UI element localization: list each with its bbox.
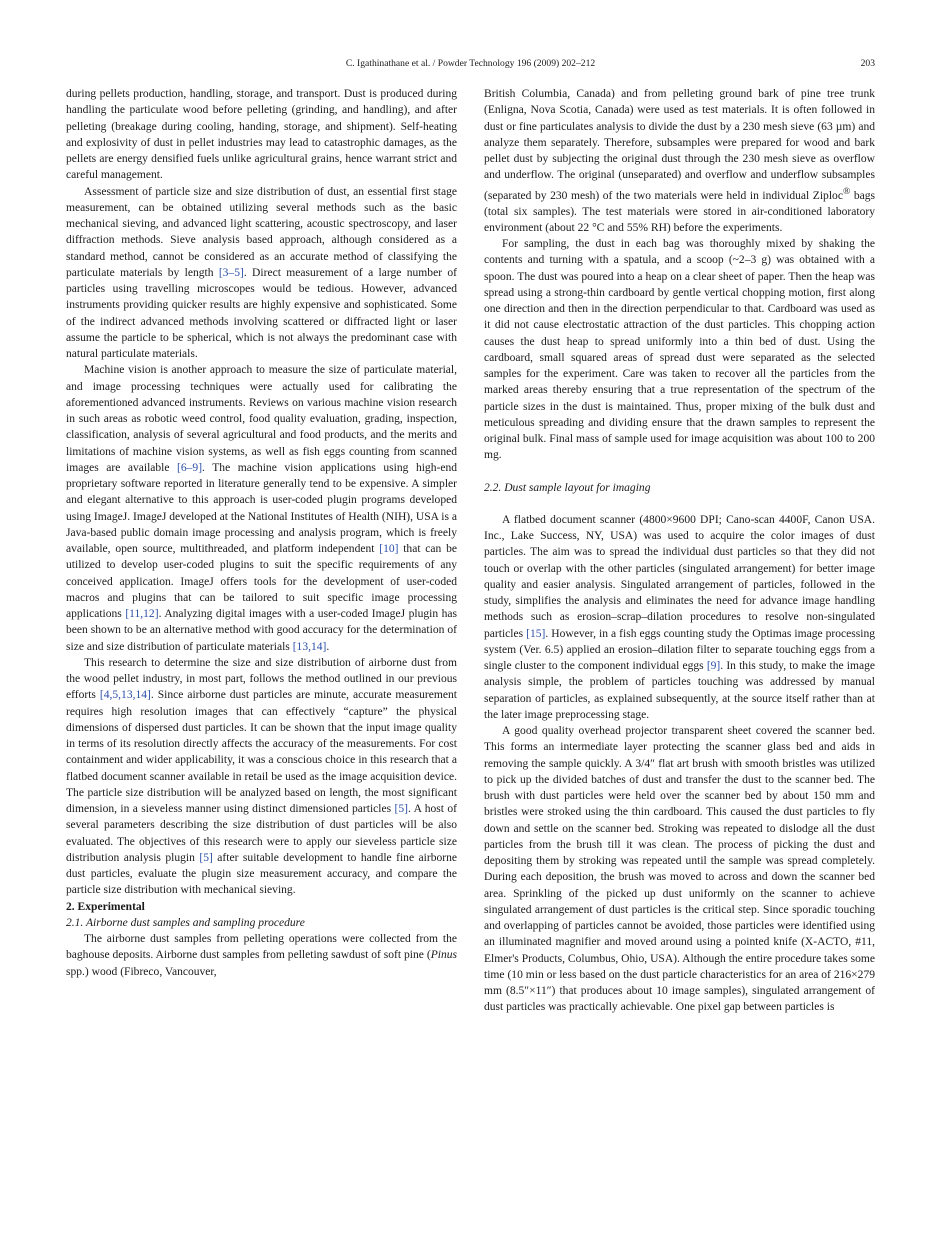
citation-link[interactable]: [10] bbox=[379, 543, 399, 555]
citation-link[interactable]: [4,5,13,14] bbox=[99, 689, 151, 702]
subsection-heading: 2.2. Dust sample layout for imaging bbox=[484, 481, 651, 494]
right-column bbox=[484, 86, 875, 1016]
citation-link[interactable]: [6–9] bbox=[177, 461, 203, 474]
section-heading: 2. Experimental bbox=[66, 900, 145, 913]
page-number: 203 bbox=[860, 58, 875, 69]
paragraph: Assessment of particle size and size distribution of dust, an essential first stage measurement, can be obtained utilizing several methods such as the basic mechanical sieving, and advanced light scattering, acoustic spectroscopy, and laser diffraction methods. Sieve analysis based approach, although considered as a standard method, cannot be considered as an accurate method of classifying the particulate materials by length [3–5]. Direct measurement of a large number of particles using travelling microscopes would be tedious. However, advanced instruments providing quicker results are highly expensive and sophisticated. Some of the indirect advanced methods involving scattered or diffracted light or laser assume the particle to be spherical, which is not always the predominant case with natural particulate materials. bbox=[66, 185, 457, 360]
citation-link[interactable]: [3–5] bbox=[218, 266, 244, 279]
paragraph: British Columbia, Canada) and from pelleting ground bark of pine tree trunk (Enligna, Nova Scotia, Canada) were used as test materials. It is often followed in dust or fine particulates analysis to divide the dust by a 230 mesh sieve (63 µm) and analyze them separately. Therefore, subsamples were prepared for wood and bark pellet dust by subjecting the original dust through the 230 mesh sieve as overflow and underflow. The original (unseparated) and overflow and underflow subsamples (separated by 230 mesh) of the two materials were held in individual Ziploc® bags (total six samples). The test materials were stored in air-conditioned laboratory environment (about 22 °C and 55% RH) before the experiments. bbox=[484, 88, 875, 234]
citation-link[interactable]: [15] bbox=[526, 627, 546, 640]
left-column bbox=[66, 86, 457, 980]
paragraph: For sampling, the dust in each bag was thoroughly mixed by shaking the contents and turning with a spatula, and a scoop (~2–3 g) was obtained with a spoon. The dust was poured into a heap on a clear sheet of paper. Then the heap was spread using a strong-thin cardboard by gentle vertical chopping motion, first along one direction and then in the direction perpendicular to that. Cardboard was used as it did not cause electrostatic attraction of the dust particles. This chopping action causes the dust heap to spread uniformly into a thin bed of dust. Using the cardboard, small squared areas of spread dust were separated as the selected samples for the experiment. Care was taken to recover all the particles from the marked areas thereby ensuring that a true representation of the spectrum of the particle sizes in the dust is maintained. Thus, proper mixing of the bulk dust and meticulous spreading and dividing ensure that the drawn samples to represent the original bulk. Final mass of sample used for image acquisition was about 100 to 200 mg. bbox=[484, 238, 875, 462]
subsection-heading: 2.1. Airborne dust samples and sampling procedure bbox=[66, 916, 305, 929]
paragraph: during pellets production, handling, storage, and transport. Dust is produced during handling the particulate wood before pelleting (grinding, and handling), and after pelleting (breakage during cooling, handing, storage, and shipment). Self-heating and explosivity of dust in pellet industries may lead to catastrophic damages, as the pellets are energy densified fuels unlike agricultural grains, hence warrant strict and careful management. bbox=[66, 88, 457, 182]
paragraph: A flatbed document scanner (4800×9600 DPI; Cano-scan 4400F, Canon USA. Inc., Lake Success, NY, USA) was used to acquire the color images of dust particles. The aim was to spread the individual dust particles so that they did not touch or overlap with the other particles (singulated arrangement) for better image quality and easier analysis. Singulated arrangement of particles, followed in the study, simplifies the analysis and eliminates the need for advance image handling methods such as erosion–scrap–dilation procedures to resolve non-singulated particles [15]. However, in a fish eggs counting study the Optimas image processing system (Ver. 6.5) applied an erosion–dilation filter to separate touching eggs from a single cluster to the component individual eggs [9]. In this study, to make the image analysis simple, the problem of particles touching was addressed by manual separation of particles, as explained subsequently, at the source itself rather than at the later image preprocessing stage. bbox=[484, 513, 875, 721]
running-header bbox=[66, 57, 875, 71]
citation-link[interactable]: [13,14] bbox=[292, 640, 327, 653]
citation-link[interactable]: [9] bbox=[706, 660, 721, 673]
paragraph: This research to determine the size and size distribution of airborne dust from the wood pellet industry, in most part, follows the method outlined in our previous efforts [4,5,13,14]. Since airborne dust particles are minute, accurate measurement requires high resolution images that can effectively “capture” the physical dimensions of dispersed dust particles. It can be shown that the input image quality in terms of its resolution directly affects the accuracy of the measurements. For cost containment and wider applicability, it was a conscious choice in this research that a flatbed document scanner available in retail be used as the image acquisition device. The particle size distribution will be analyzed based on length, the most significant dimension, in a sieveless manner using distinct dimensioned particles [5]. A host of several parameters describing the size distribution of dust particles will be also evaluated. The objectives of this research were to apply our sieveless particle size distribution analysis plugin [5] after suitable development to handle fine airborne dust particles, evaluate the plugin size measurement accuracy, and compare the particle size distribution with mechanical sieving. bbox=[66, 656, 458, 897]
citation-link[interactable]: [5] bbox=[394, 803, 408, 815]
running-title: C. Igathinathane et al. / Powder Technology 196 (2009) 202–212 bbox=[345, 58, 596, 69]
citation-link[interactable]: [5] bbox=[199, 851, 213, 864]
paragraph: The airborne dust samples from pelleting operations were collected from the baghouse deposits. Airborne dust samples from pelleting sawdust of soft pine (Pinus spp.) wood (Fibreco, Vancouver, bbox=[66, 933, 457, 978]
paragraph: A good quality overhead projector transparent sheet covered the scanner bed. This forms an intermediate layer protecting the scanner glass bed and aids in removing the sample quickly. A 3/4″ flat art brush with smooth bristles was utilized to pick up the divided batches of dust and transfer the dust to the scanner bed. The brush with dust particles were held over the scanner bed by about 150 mm and bristles were stroked using the thin cardboard. This caused the dust particles to fly down and settle on the scanner bed. Stroking was repeated to dislodge all the dust particles from the brush till it was clean. The process of picking the dust and depositing them by stroking was repeated until the sample was spread completely. During each deposition, the brush was moved to across and down the scanner bed area. Sprinkling of the picked up dust uniformly on the scanner to achieve singulated arrangement of dust particles is the critical step. Since sporadic touching and overlapping of particles cannot be avoided, those particles were identified using an illuminated magnifier and moved around using a pointed knife (X-ACTO, #11, Elmer's Products, Columbus, Ohio, USA). Although the entire procedure takes some time (10 min or less based on the dust particle characteristics for an area of 216×279 mm (8.5″×11″) that produces about 10 image samples), singulated arrangement of dust particles was practically achievable. One pixel gap between particles is bbox=[484, 725, 875, 1014]
paragraph: Machine vision is another approach to measure the size of particulate material, and image processing techniques were actually used for calibrating the aforementioned advanced instruments. Reviews on various machine vision research in such areas as robotic weed control, food quality evaluation, grading, inspection, classification, analysis of several agricultural and food products, and the merits and limitations of machine vision systems, as well as fish eggs counting from scanned images are available [6–9]. The machine vision applications using high-end proprietary software reported in literature generally tend to be expensive. A simpler and elegant alternative to this approach is user-coded plugin programs developed using ImageJ. ImageJ developed at the National Institutes of Health (NIH), USA is a Java-based public domain image processing and analysis program, which is freely available, open source, multithreaded, and platform independent [10] that can be utilized to develop user-coded plugins to suit the specific requirements of any conceived application. ImageJ offers tools for the development of user-coded macros and plugins that can be tailored to suit specific image processing applications [11,12]. Analyzing digital images with a user-coded ImageJ plugin has been shown to be an alternative method with good accuracy for the determination of size and size distribution of particulate materials [13,14]. bbox=[66, 364, 457, 653]
citation-link[interactable]: [11,12] bbox=[125, 608, 159, 620]
